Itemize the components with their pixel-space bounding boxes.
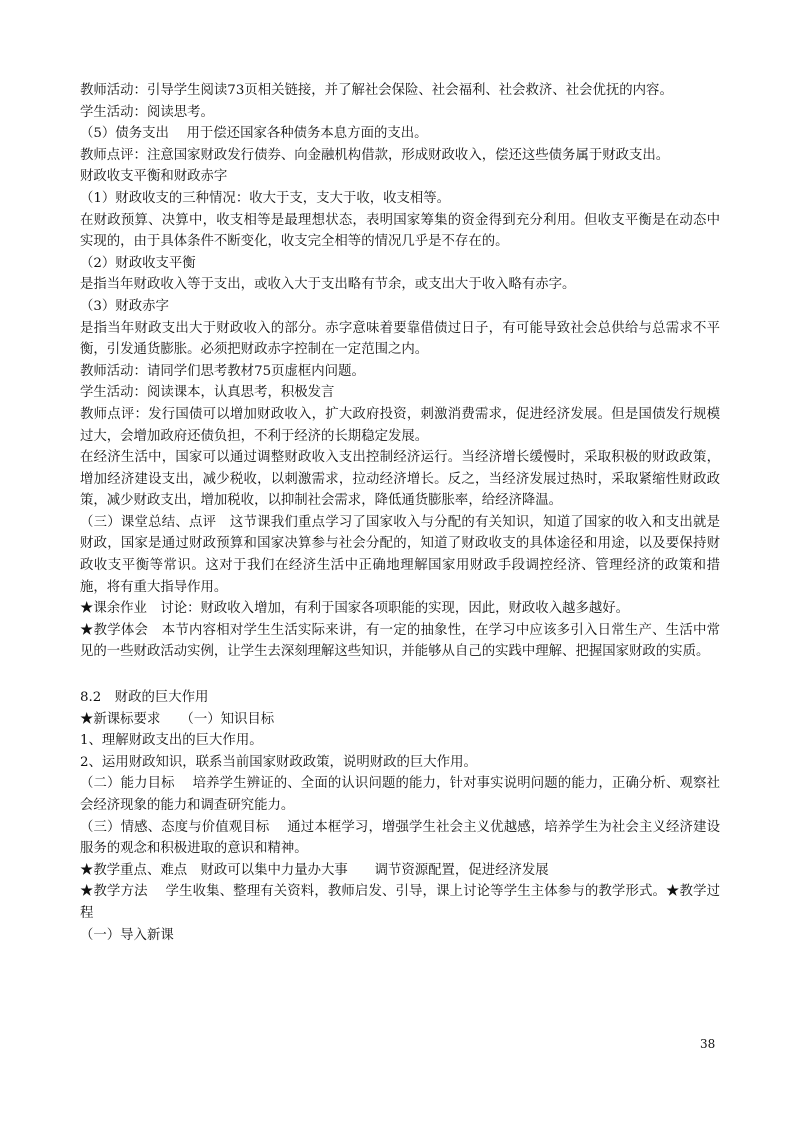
paragraph: 学生活动：阅读思考。 [80, 104, 214, 120]
paragraph: 1、理解财政支出的巨大作用。 [80, 733, 263, 749]
paragraph: ★教学体会 本节内容相对学生生活实际来讲，有一定的抽象性，在学习中应该多引入日常生产、生活中常见的一些财政活动实例，让学生去深刻理解这些知识，并能够从自己的实践中理解、把握国家财政的实质。 [80, 622, 720, 660]
document-body [80, 80, 720, 946]
paragraph: ★新课标要求 （一）知识目标 [80, 711, 275, 727]
section-gap [80, 663, 720, 687]
paragraph: （1）财政收支的三种情况：收大于支，支大于收，收支相等。 [80, 190, 451, 206]
paragraph: （2）财政收支平衡 [80, 255, 196, 271]
paragraph: （三）情感、态度与价值观目标 通过本框学习，增强学生社会主义优越感，培养学生为社会主义经济建设服务的观念和积极进取的意识和精神。 [80, 819, 720, 857]
paragraph: 教师点评：发行国债可以增加财政收入，扩大政府投资，刺激消费需求，促进经济发展。但是国债发行规模过大，会增加政府还债负担，不利于经济的长期稳定发展。 [80, 406, 720, 444]
paragraph: （三）课堂总结、点评 这节课我们重点学习了国家收入与分配的有关知识，知道了国家的收入和支出就是财政，国家是通过财政预算和国家决算参与社会分配的，知道了财政收支的具体途径和用途，以及要保持财政收支平衡等常识。这对于我们在经济生活中正确地理解国家用财政手段调控经济、管理经济的政策和措施，将有重大指导作用。 [80, 514, 720, 595]
paragraph: 2、运用财政知识，联系当前国家财政政策，说明财政的巨大作用。 [80, 754, 477, 770]
paragraph: 学生活动：阅读课本，认真思考，积极发言 [80, 385, 335, 401]
paragraph: （一）导入新课 [80, 927, 174, 943]
paragraph: 在经济生活中，国家可以通过调整财政收入支出控制经济运行。当经济增长缓慢时，采取积极的财政政策，增加经济建设支出，减少税收，以刺激需求，拉动经济增长。反之，当经济发展过热时，采取紧缩性财政政策，减少财政支出，增加税收，以抑制社会需求，降低通货膨胀率，给经济降温。 [80, 450, 720, 509]
page-number: 38 [700, 1037, 716, 1051]
paragraph: 是指当年财政支出大于财政收入的部分。赤字意味着要靠借债过日子，有可能导致社会总供给与总需求不平衡，引发通货膨胀。必须把财政赤字控制在一定范围之内。 [80, 320, 720, 358]
paragraph: （3）财政赤字 [80, 298, 169, 314]
paragraph: 教师点评：注意国家财政发行债券、向金融机构借款，形成财政收入，偿还这些债务属于财政支出。 [80, 147, 670, 163]
paragraph: 是指当年财政收入等于支出，或收入大于支出略有节余，或支出大于收入略有赤字。 [80, 277, 576, 293]
paragraph: ★教学重点、难点 财政可以集中力量办大事 调节资源配置，促进经济发展 [80, 862, 549, 878]
paragraph: 在财政预算、决算中，收支相等是最理想状态，表明国家筹集的资金得到充分利用。但收支平衡是在动态中实现的，由于具体条件不断变化，收支完全相等的情况几乎是不存在的。 [80, 212, 720, 250]
paragraph: 教师活动：引导学生阅读73页相关链接，并了解社会保险、社会福利、社会救济、社会优抚的内容。 [80, 83, 673, 98]
section-title: 8.2 财政的巨大作用 [80, 690, 209, 706]
section-heading: 财政收支平衡和财政赤字 [80, 169, 228, 185]
paragraph: ★课余作业 讨论：财政收入增加，有利于国家各项职能的实现，因此，财政收入越多越好。 [80, 601, 630, 617]
paragraph: 教师活动：请同学们思考教材75页虚框内问题。 [80, 363, 365, 379]
paragraph: （二）能力目标 培养学生辨证的、全面的认识问题的能力，针对事实说明问题的能力，正确分析、观察社会经济现象的能力和调查研究能力。 [80, 776, 720, 813]
paragraph: ★教学方法 学生收集、整理有关资料，教师启发、引导，课上讨论等学生主体参与的教学形式。★教学过程 [80, 884, 720, 921]
paragraph: （5）债务支出 用于偿还国家各种债务本息方面的支出。 [80, 126, 428, 142]
